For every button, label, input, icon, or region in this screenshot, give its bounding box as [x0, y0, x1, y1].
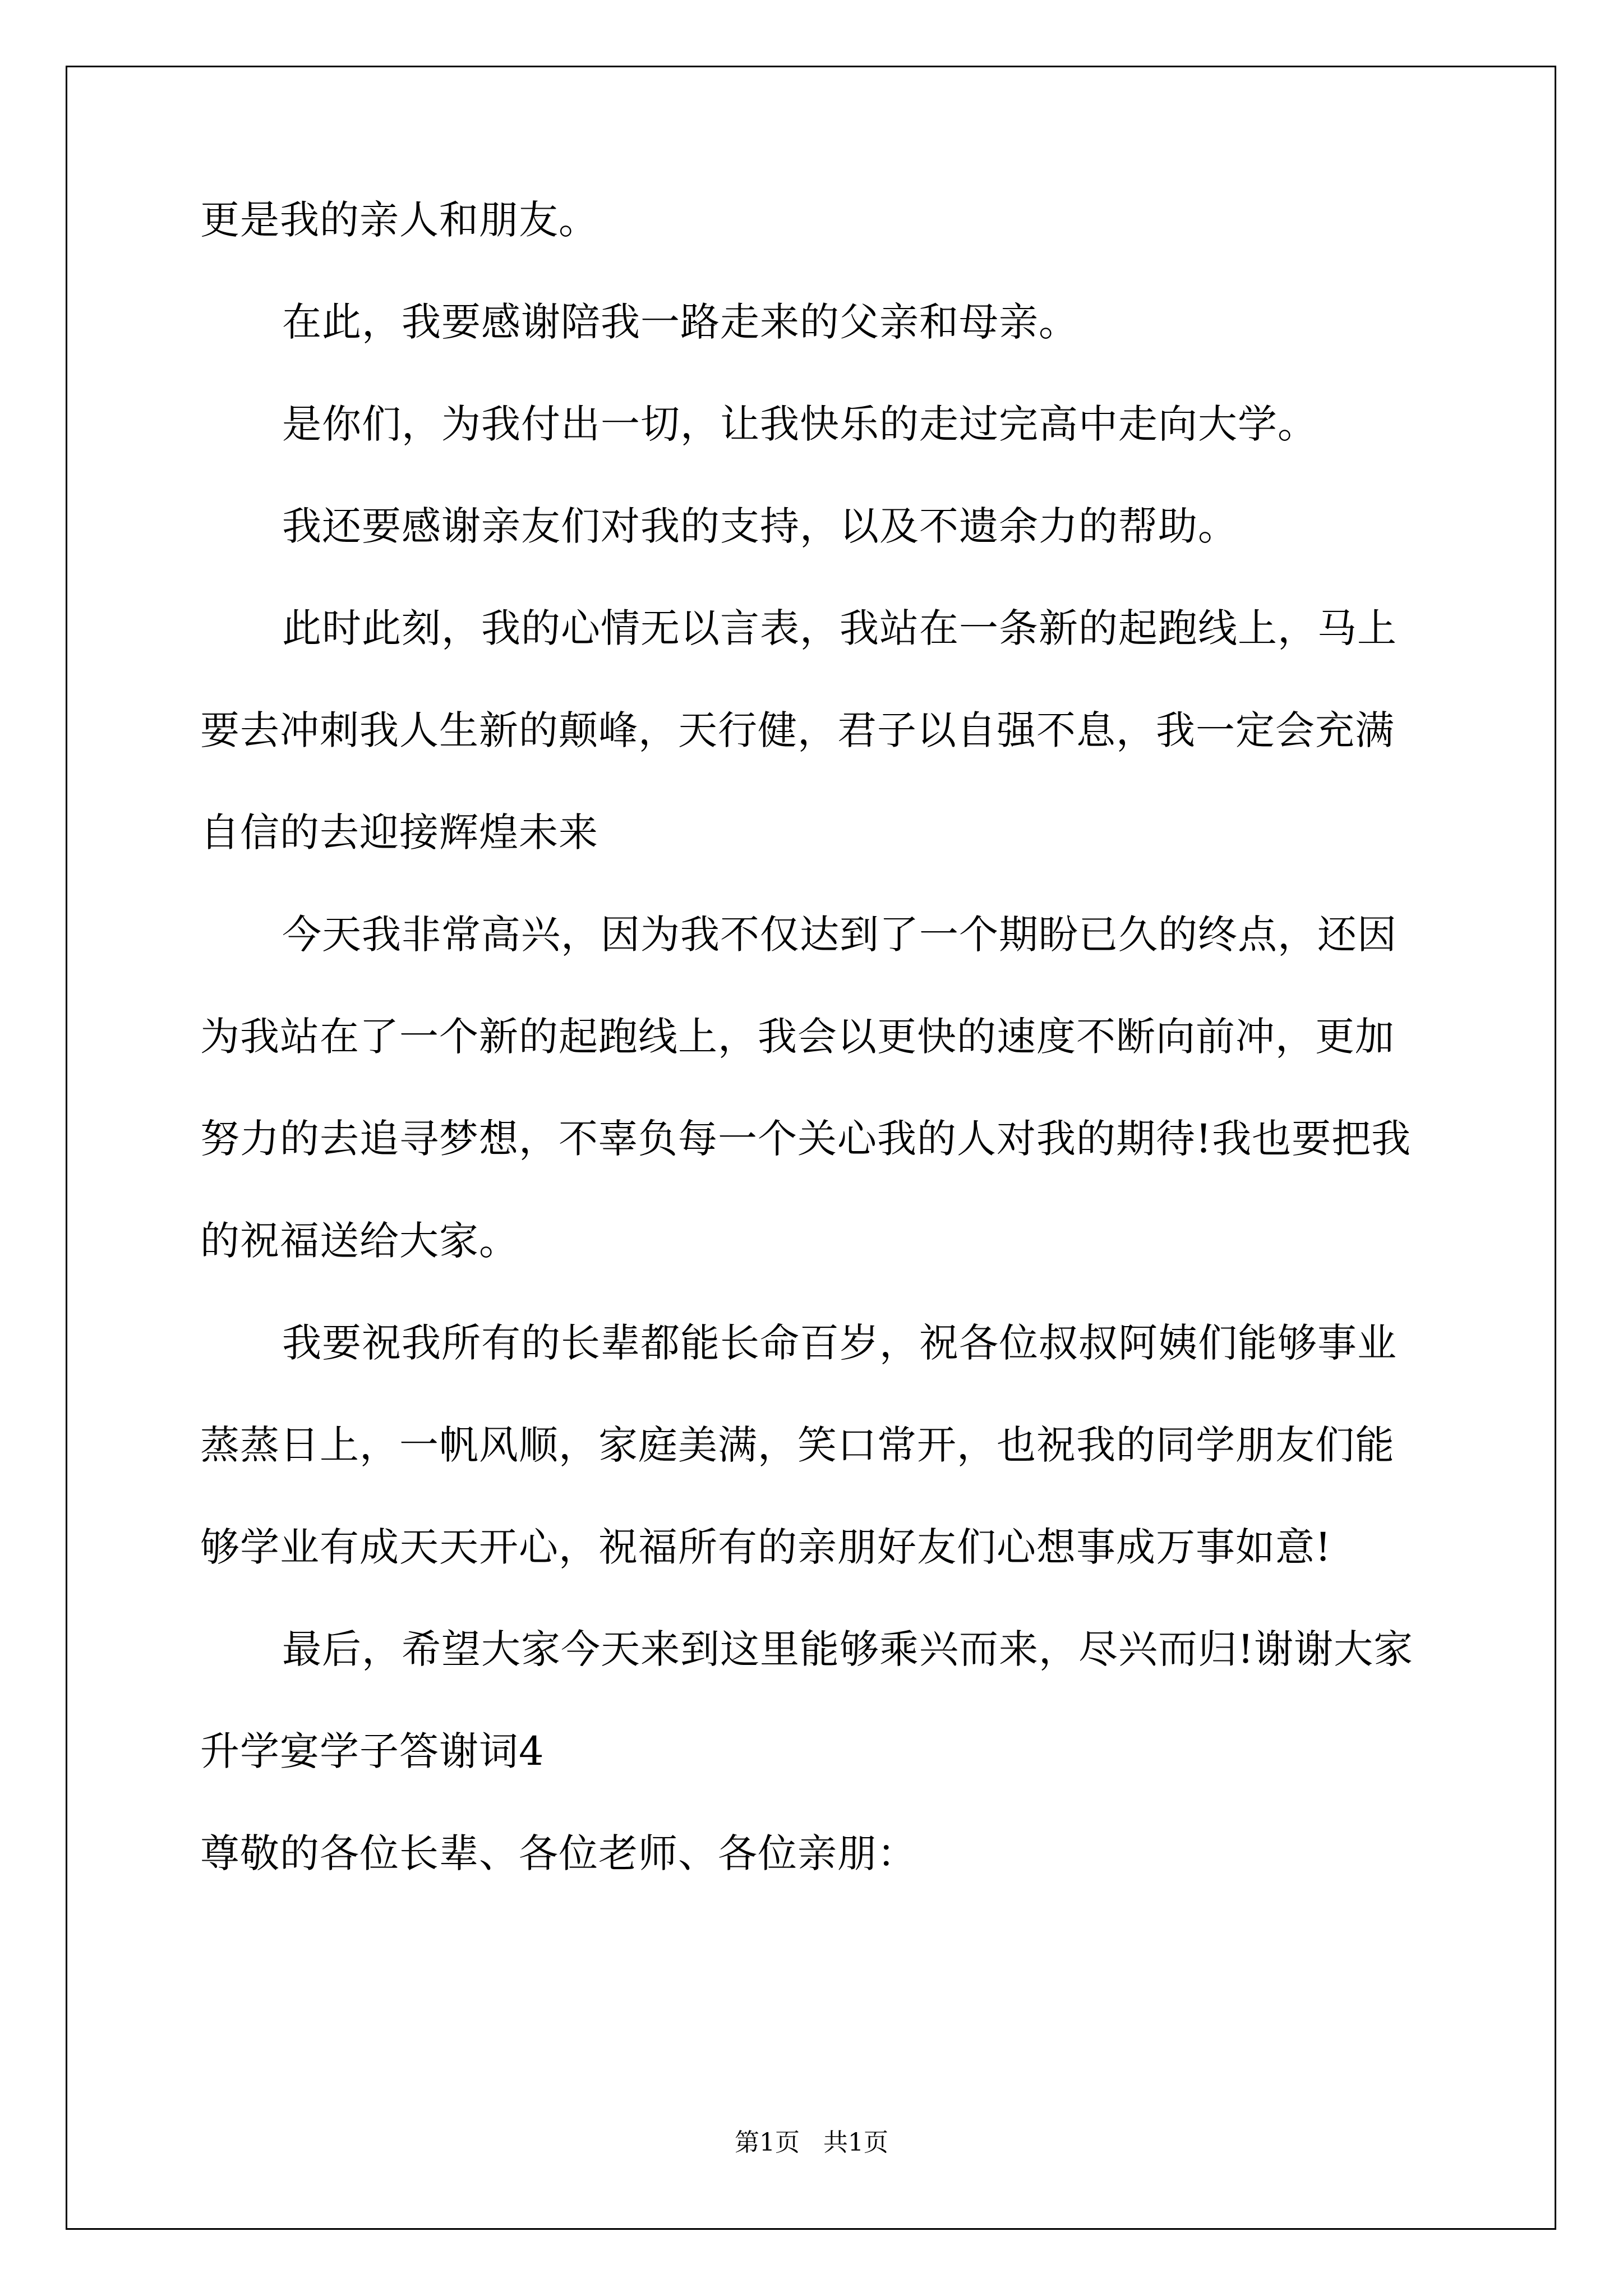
text-line: 更是我的亲人和朋友。	[200, 197, 598, 243]
text-line: 今天我非常高兴，因为我不仅达到了一个期盼已久的终点，还因	[282, 912, 1397, 958]
text-line: 在此，我要感谢陪我一路走来的父亲和母亲。	[282, 299, 1078, 345]
text-line: 的祝福送给大家。	[200, 1218, 519, 1264]
text-line: 我还要感谢亲友们对我的支持，以及不遗余力的帮助。	[282, 503, 1238, 549]
salutation-line: 尊敬的各位长辈、各位老师、各位亲朋：	[200, 1830, 917, 1876]
section-heading: 升学宴学子答谢词4	[200, 1728, 545, 1774]
page-footer: 第1页 共1页	[735, 2128, 888, 2157]
text-line: 此时此刻，我的心情无以言表，我站在一条新的起跑线上，马上	[282, 605, 1397, 651]
text-line: 最后，希望大家今天来到这里能够乘兴而来，尽兴而归!谢谢大家	[282, 1626, 1414, 1672]
text-line: 够学业有成天天开心，祝福所有的亲朋好友们心想事成万事如意!	[200, 1524, 1332, 1570]
text-line: 要去冲刺我人生新的颠峰，天行健，君子以自强不息，我一定会充满	[200, 707, 1395, 753]
text-line: 努力的去追寻梦想，不辜负每一个关心我的人对我的期待!我也要把我	[200, 1116, 1412, 1162]
text-line: 为我站在了一个新的起跑线上，我会以更快的速度不断向前冲，更加	[200, 1014, 1395, 1060]
text-line: 自信的去迎接辉煌未来	[200, 809, 598, 855]
text-line: 蒸蒸日上，一帆风顺，家庭美满，笑口常开，也祝我的同学朋友们能	[200, 1422, 1395, 1468]
text-line: 是你们，为我付出一切，让我快乐的走过完高中走向大学。	[282, 401, 1317, 447]
text-line: 我要祝我所有的长辈都能长命百岁，祝各位叔叔阿姨们能够事业	[282, 1320, 1397, 1366]
